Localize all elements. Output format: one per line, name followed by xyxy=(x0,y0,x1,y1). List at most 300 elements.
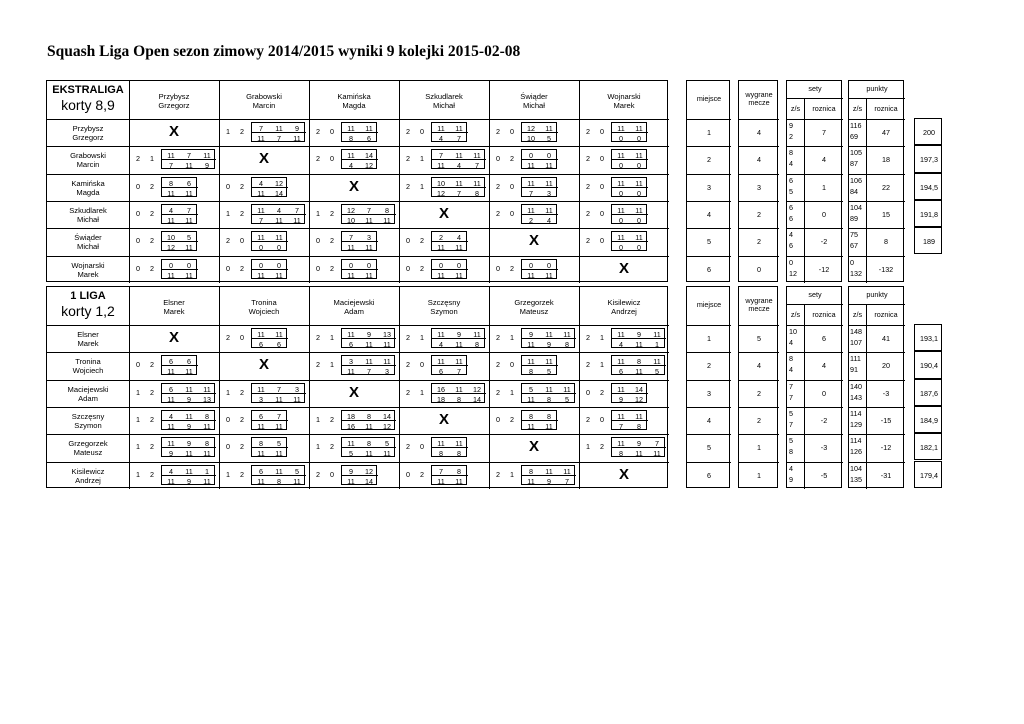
score-top: 11 xyxy=(347,330,355,339)
self-match-x: X xyxy=(618,259,629,277)
sets-won: 0 xyxy=(316,236,320,246)
sets-lost: 0 xyxy=(240,236,244,246)
header-mid-divider xyxy=(849,98,905,99)
sets-lost: 0 xyxy=(510,181,514,191)
score-top: 8 xyxy=(367,411,371,421)
sets-against: 4 xyxy=(789,365,793,375)
ranking-index-box xyxy=(914,145,942,172)
points-diff: -12 xyxy=(880,443,892,453)
game-scores-box xyxy=(341,231,377,251)
score-top: 0 xyxy=(529,151,533,161)
grid-col-divider xyxy=(129,81,130,283)
score-divider xyxy=(342,241,378,242)
score-bottom: 10 xyxy=(527,134,535,143)
sets-won: 2 xyxy=(406,333,410,342)
self-match-x: X xyxy=(258,150,269,168)
score-bottom: 11 xyxy=(185,243,193,253)
points-for: 148 xyxy=(850,327,862,336)
summary-row-divider xyxy=(739,119,779,120)
score-top: 9 xyxy=(637,439,641,449)
sets-won: 0 xyxy=(406,469,410,479)
points-against: 143 xyxy=(850,392,862,402)
score-top: 11 xyxy=(203,151,211,161)
roznica-header: roznica xyxy=(812,104,836,113)
score-top: 11 xyxy=(257,384,265,394)
score-top: 11 xyxy=(167,439,175,449)
score-bottom: 11 xyxy=(275,215,283,225)
game-scores-box xyxy=(611,328,665,348)
sets-won: 2 xyxy=(496,208,500,218)
score-bottom: 9 xyxy=(187,394,191,404)
score-bottom: 6 xyxy=(439,367,443,377)
summary-row-divider xyxy=(739,462,779,463)
game-scores-box xyxy=(251,177,287,197)
sets-won: 2 xyxy=(586,127,590,136)
score-bottom: 8 xyxy=(637,421,641,431)
row-header-player xyxy=(47,206,129,224)
sets-lost: 2 xyxy=(150,442,154,452)
sets-diff: -3 xyxy=(820,443,828,453)
sets-lost: 0 xyxy=(240,333,244,342)
score-bottom: 8 xyxy=(349,134,353,143)
player-surname: Przybysz xyxy=(158,92,190,101)
score-bottom: 11 xyxy=(437,270,445,280)
place-value: 3 xyxy=(707,182,711,192)
sets-won: 0 xyxy=(136,208,140,218)
summary-row-divider xyxy=(787,325,843,326)
score-top: 16 xyxy=(437,384,445,394)
score-top: 11 xyxy=(635,411,643,421)
score-top: 11 xyxy=(617,411,625,421)
score-top: 12 xyxy=(527,124,535,133)
sets-lost: 2 xyxy=(150,387,154,397)
ranking-index-box xyxy=(914,433,942,460)
game-scores-box xyxy=(431,355,467,375)
points-diff: 8 xyxy=(884,237,888,247)
points-for: 116 xyxy=(850,121,862,130)
points-diff: 41 xyxy=(882,334,890,343)
score-bottom: 9 xyxy=(169,449,173,459)
points-diff: 18 xyxy=(882,155,890,165)
score-divider xyxy=(522,420,558,421)
game-scores-box xyxy=(341,465,377,485)
score-top: 14 xyxy=(365,151,373,161)
league-courts: korty 8,9 xyxy=(61,97,115,113)
ranking-index: 184,9 xyxy=(920,415,938,425)
zs-header: z/s xyxy=(790,310,801,319)
score-top: 13 xyxy=(383,330,391,339)
score-bottom: 14 xyxy=(365,476,373,486)
score-bottom: 11 xyxy=(167,215,175,225)
sets-won: 2 xyxy=(586,208,590,218)
self-match-x: X xyxy=(528,232,539,250)
game-scores-box xyxy=(521,355,557,375)
game-scores-box xyxy=(161,355,197,375)
league-grid-2 xyxy=(46,286,668,488)
sets-won: 2 xyxy=(586,154,590,164)
player-surname: Tronina xyxy=(251,298,277,307)
score-top: 0 xyxy=(457,260,461,270)
player-firstname: Marek xyxy=(77,269,99,279)
score-bottom: 8 xyxy=(439,449,443,459)
score-bottom: 18 xyxy=(437,394,445,404)
score-top: 8 xyxy=(529,411,533,421)
score-top: 11 xyxy=(635,124,643,133)
player-firstname: Wojciech xyxy=(72,366,104,376)
row-header-player xyxy=(47,412,129,430)
score-top: 0 xyxy=(547,151,551,161)
ranking-index: 182,1 xyxy=(920,443,938,453)
player-firstname: Marcin xyxy=(76,160,100,170)
sets-diff: 1 xyxy=(822,182,826,192)
score-top: 11 xyxy=(365,124,373,133)
score-top: 6 xyxy=(259,466,263,476)
score-top: 14 xyxy=(635,384,643,394)
grid-col-divider xyxy=(489,287,490,489)
player-surname: Elsner xyxy=(163,298,185,307)
summary-row-divider xyxy=(849,407,905,408)
wins-value: 4 xyxy=(757,155,761,165)
score-top: 6 xyxy=(259,411,263,421)
score-bottom: 9 xyxy=(619,394,623,404)
score-bottom: 11 xyxy=(293,134,301,143)
score-top: 11 xyxy=(383,357,391,367)
self-match-x: X xyxy=(258,356,269,374)
points-against: 89 xyxy=(850,213,858,223)
score-bottom: 3 xyxy=(547,188,551,198)
score-bottom: 11 xyxy=(365,449,373,459)
sets-for: 10 xyxy=(789,327,797,336)
score-divider xyxy=(612,159,648,160)
game-scores-box xyxy=(521,410,557,430)
sets-won: 2 xyxy=(496,360,500,370)
score-divider xyxy=(252,447,288,448)
score-bottom: 9 xyxy=(187,476,191,486)
score-top: 4 xyxy=(169,411,173,421)
score-top: 7 xyxy=(295,205,299,215)
sets-won: 1 xyxy=(316,414,320,424)
score-bottom: 0 xyxy=(259,243,263,253)
score-bottom: 4 xyxy=(349,161,353,171)
score-top: 11 xyxy=(545,178,553,188)
ranking-index-box xyxy=(914,461,942,488)
ranking-index: 189 xyxy=(923,237,935,247)
summary-row-divider xyxy=(687,146,731,147)
score-top: 11 xyxy=(185,466,193,476)
sets-lost: 2 xyxy=(510,414,514,424)
wins-value: 2 xyxy=(757,415,761,425)
score-bottom: 7 xyxy=(457,134,461,143)
score-top: 9 xyxy=(529,330,533,339)
sets-lost: 1 xyxy=(510,333,514,342)
self-match-x: X xyxy=(618,465,629,483)
score-top: 11 xyxy=(653,330,661,339)
player-surname: Kamińska xyxy=(71,178,105,188)
score-bottom: 7 xyxy=(277,134,281,143)
sety-column xyxy=(786,80,842,282)
score-top: 11 xyxy=(635,233,643,243)
player-surname: Tronina xyxy=(75,357,101,367)
sets-won: 2 xyxy=(226,236,230,246)
points-diff: -31 xyxy=(880,470,892,480)
ranking-index: 200 xyxy=(923,128,935,137)
summary-row-divider xyxy=(687,462,731,463)
sets-against: 6 xyxy=(789,241,793,251)
points-against: 67 xyxy=(850,241,858,251)
score-bottom: 8 xyxy=(277,476,281,486)
sets-diff: 7 xyxy=(822,128,826,137)
ranking-index: 179,4 xyxy=(920,470,938,480)
score-bottom: 12 xyxy=(437,188,445,198)
row-header-player xyxy=(47,330,129,348)
score-divider xyxy=(342,475,378,476)
player-surname: Szczęsny xyxy=(71,411,105,421)
column-header-player xyxy=(489,298,579,316)
score-bottom: 11 xyxy=(275,270,283,280)
score-bottom: 11 xyxy=(203,476,211,486)
score-bottom: 8 xyxy=(457,449,461,459)
score-divider xyxy=(162,241,198,242)
score-bottom: 11 xyxy=(545,421,553,431)
wygrane-column xyxy=(738,286,778,488)
score-top: 11 xyxy=(563,330,571,339)
player-firstname: Magda xyxy=(76,187,100,197)
miejsce-header: miejsce xyxy=(696,94,722,103)
sets-lost: 1 xyxy=(330,360,334,370)
score-top: 4 xyxy=(457,233,461,243)
summary-row-divider xyxy=(787,228,843,229)
column-header-player xyxy=(579,92,669,110)
player-firstname: Marek xyxy=(77,339,99,348)
sets-for: 4 xyxy=(789,463,793,473)
game-scores-box xyxy=(251,122,305,142)
game-scores-box xyxy=(521,177,557,197)
score-divider xyxy=(432,338,486,339)
score-bottom: 6 xyxy=(259,340,263,349)
score-bottom: 0 xyxy=(619,188,623,198)
score-bottom: 0 xyxy=(619,243,623,253)
score-bottom: 11 xyxy=(275,421,283,431)
row-header-player xyxy=(47,261,129,279)
score-divider xyxy=(162,365,198,366)
game-scores-box xyxy=(431,383,485,403)
score-bottom: 11 xyxy=(365,270,373,280)
player-firstname: Grzegorz xyxy=(72,133,104,142)
summary-row-divider xyxy=(739,352,779,353)
summary-row-divider xyxy=(687,119,731,120)
points-against: 126 xyxy=(850,447,862,457)
game-scores-box xyxy=(611,177,647,197)
sets-for: 5 xyxy=(789,436,793,446)
league-courts: korty 1,2 xyxy=(61,303,115,319)
sets-lost: 2 xyxy=(150,414,154,424)
score-divider xyxy=(162,214,198,215)
points-for: 140 xyxy=(850,381,862,391)
score-bottom: 11 xyxy=(167,367,175,377)
column-header-player xyxy=(309,298,399,316)
points-diff: 20 xyxy=(882,361,890,371)
score-top: 11 xyxy=(473,178,481,188)
game-scores-box xyxy=(521,328,575,348)
score-divider xyxy=(162,447,216,448)
score-bottom: 4 xyxy=(619,340,623,349)
score-bottom: 11 xyxy=(527,394,535,404)
score-top: 11 xyxy=(617,205,625,215)
points-for: 104 xyxy=(850,463,862,473)
score-top: 0 xyxy=(367,260,371,270)
league-name: 1 LIGA xyxy=(70,290,106,302)
game-scores-box xyxy=(161,437,215,457)
score-top: 11 xyxy=(527,205,535,215)
place-value: 2 xyxy=(707,361,711,371)
sets-won: 2 xyxy=(586,414,590,424)
score-top: 6 xyxy=(169,357,173,367)
score-divider xyxy=(432,159,486,160)
score-top: 8 xyxy=(457,466,461,476)
score-top: 11 xyxy=(635,151,643,161)
score-top: 11 xyxy=(527,178,535,188)
score-top: 11 xyxy=(167,151,175,161)
score-top: 7 xyxy=(277,384,281,394)
sets-lost: 2 xyxy=(240,387,244,397)
score-divider xyxy=(522,159,558,160)
score-divider xyxy=(432,393,486,394)
sets-won: 2 xyxy=(496,387,500,397)
game-scores-box xyxy=(431,259,467,279)
ranking-index-box xyxy=(914,379,942,406)
score-top: 5 xyxy=(385,439,389,449)
sets-lost: 0 xyxy=(510,360,514,370)
summary-row-divider xyxy=(787,256,843,257)
score-top: 11 xyxy=(365,357,373,367)
sets-for: 9 xyxy=(789,121,793,130)
points-diff: 15 xyxy=(882,209,890,219)
score-top: 11 xyxy=(545,124,553,133)
score-bottom: 11 xyxy=(257,270,265,280)
zs-header: z/s xyxy=(790,104,801,113)
score-bottom: 0 xyxy=(619,161,623,171)
score-top: 18 xyxy=(347,411,355,421)
game-scores-box xyxy=(431,465,467,485)
player-firstname: Michał xyxy=(433,101,455,110)
score-bottom: 7 xyxy=(565,476,569,486)
sets-against: 4 xyxy=(789,159,793,169)
score-top: 11 xyxy=(437,357,445,367)
game-scores-box xyxy=(251,231,287,251)
score-bottom: 6 xyxy=(367,134,371,143)
sets-lost: 2 xyxy=(150,469,154,479)
sets-won: 2 xyxy=(316,333,320,342)
row-header-player xyxy=(47,385,129,403)
score-bottom: 9 xyxy=(187,421,191,431)
score-top: 11 xyxy=(617,384,625,394)
score-bottom: 7 xyxy=(457,367,461,377)
sets-for: 6 xyxy=(789,202,793,212)
sets-won: 0 xyxy=(406,263,410,273)
game-scores-box xyxy=(341,355,395,375)
score-bottom: 1 xyxy=(655,340,659,349)
sets-won: 0 xyxy=(226,442,230,452)
player-surname: Kisilewicz xyxy=(71,466,105,476)
sets-won: 2 xyxy=(406,181,410,191)
summary-row-divider xyxy=(687,352,731,353)
summary-row-divider xyxy=(849,256,905,257)
sets-won: 1 xyxy=(136,414,140,424)
score-divider xyxy=(342,447,396,448)
points-against: 69 xyxy=(850,132,858,141)
player-surname: Świąder xyxy=(74,233,102,243)
league-name: EKSTRALIGA xyxy=(52,84,124,96)
summary-row-divider xyxy=(849,174,905,175)
sets-lost: 0 xyxy=(600,154,604,164)
sets-won: 0 xyxy=(406,236,410,246)
score-bottom: 7 xyxy=(367,367,371,377)
summary-row-divider xyxy=(849,228,905,229)
game-scores-box xyxy=(521,122,557,142)
game-scores-box xyxy=(611,204,647,224)
points-diff: -15 xyxy=(880,415,892,425)
sety-header: sety xyxy=(808,290,822,299)
sets-for: 0 xyxy=(789,257,793,267)
score-divider xyxy=(252,214,306,215)
sets-won: 2 xyxy=(496,333,500,342)
points-for: 0 xyxy=(850,257,854,267)
score-top: 14 xyxy=(383,411,391,421)
sets-against: 9 xyxy=(789,474,793,484)
player-firstname: Grzegorz xyxy=(158,101,190,110)
score-bottom: 11 xyxy=(347,270,355,280)
grid-col-divider xyxy=(399,287,400,489)
score-top: 9 xyxy=(457,330,461,339)
player-firstname: Magda xyxy=(342,101,366,110)
game-scores-box xyxy=(341,410,395,430)
sets-lost: 2 xyxy=(420,236,424,246)
player-surname: Grabowski xyxy=(246,92,282,101)
summary-row-divider xyxy=(687,201,731,202)
score-divider xyxy=(612,241,648,242)
score-bottom: 11 xyxy=(383,340,391,349)
header-mid-divider xyxy=(787,98,843,99)
punkty-column xyxy=(848,286,904,488)
points-against: 87 xyxy=(850,159,858,169)
score-bottom: 6 xyxy=(277,340,281,349)
score-top: 9 xyxy=(187,439,191,449)
game-scores-box xyxy=(161,259,197,279)
row-header-player xyxy=(47,124,129,142)
zs-header: z/s xyxy=(852,104,863,113)
score-divider xyxy=(432,447,468,448)
sets-lost: 2 xyxy=(240,208,244,218)
row-header-player xyxy=(47,357,129,375)
column-header-player xyxy=(309,92,399,110)
sets-for: 8 xyxy=(789,148,793,158)
score-divider xyxy=(612,420,648,421)
sets-won: 2 xyxy=(316,469,320,479)
sets-lost: 1 xyxy=(420,333,424,342)
miejsce-column xyxy=(686,80,730,282)
score-bottom: 11 xyxy=(635,340,643,349)
sets-lost: 0 xyxy=(600,414,604,424)
sets-won: 2 xyxy=(586,181,590,191)
row-header-player xyxy=(47,233,129,251)
score-top: 10 xyxy=(437,178,445,188)
score-top: 5 xyxy=(529,384,533,394)
punkty-header: punkty xyxy=(866,84,888,93)
score-bottom: 12 xyxy=(167,243,175,253)
ranking-index-box xyxy=(914,406,942,433)
summary-row-divider xyxy=(739,201,779,202)
game-scores-box xyxy=(611,410,647,430)
